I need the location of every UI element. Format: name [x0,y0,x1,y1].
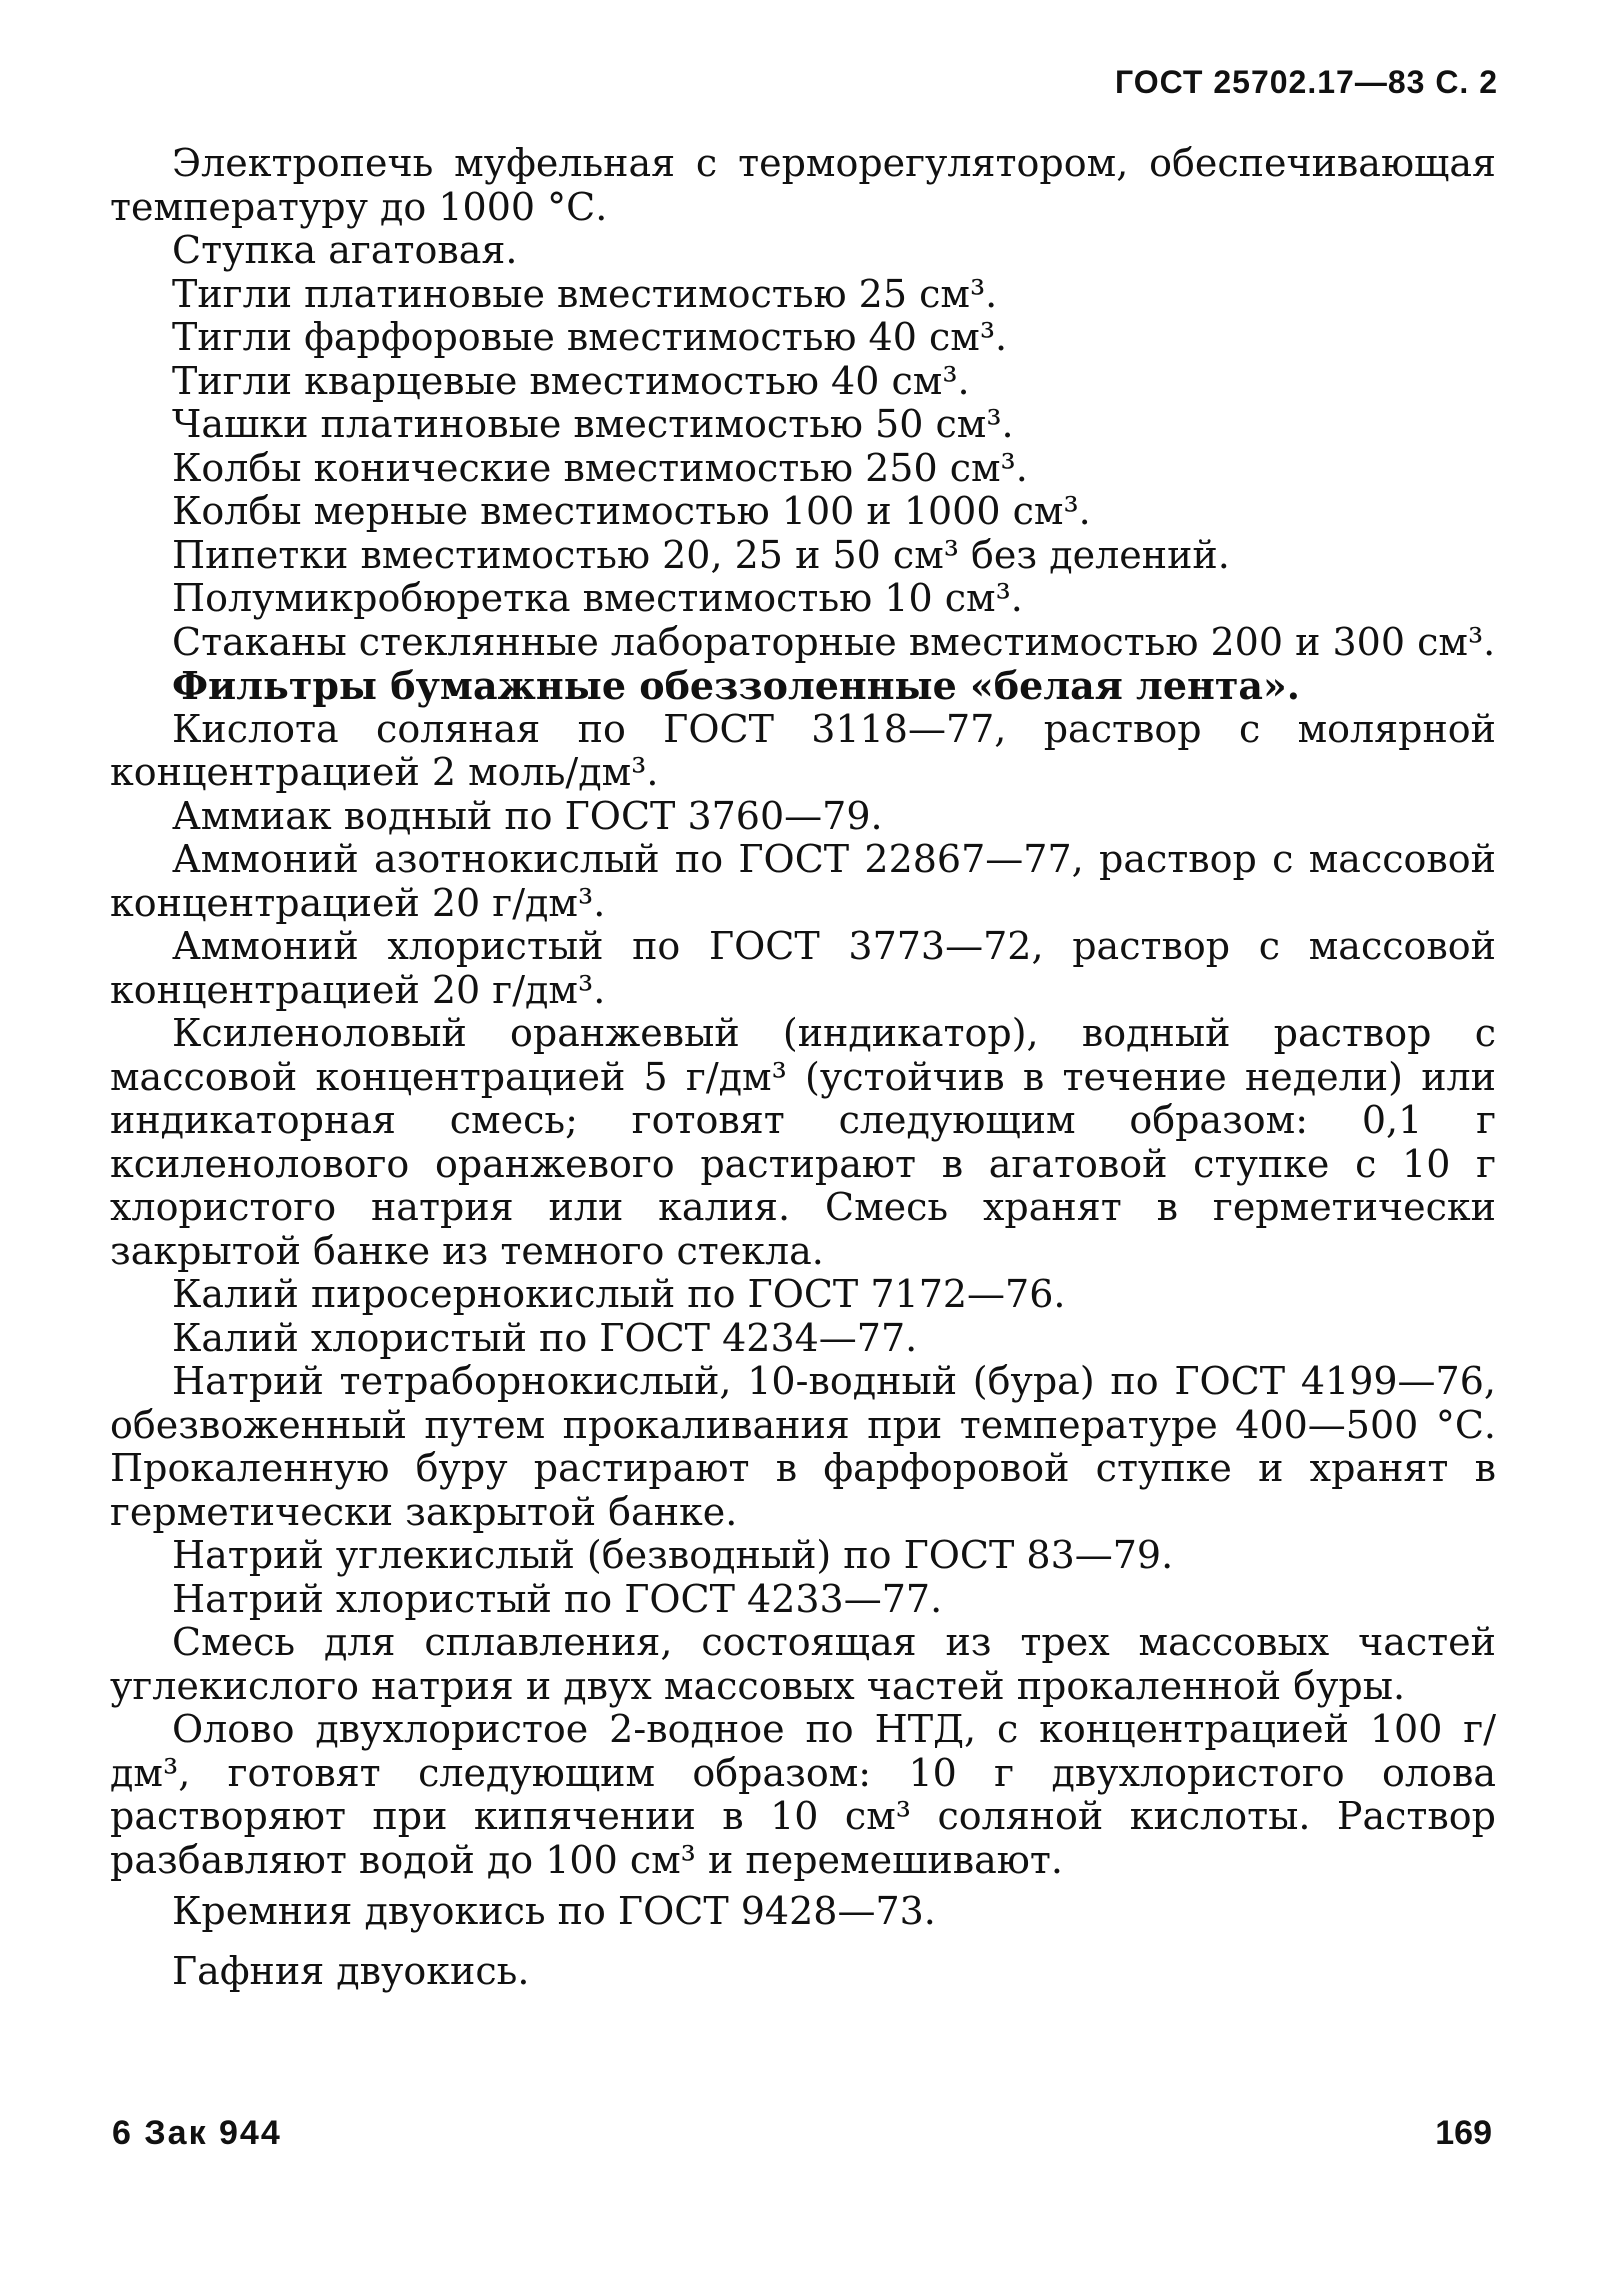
paragraph: Олово двухлористое 2-водное по НТД, с концентрацией 100 г/дм³, готовят следующим образом: 10 г двухлористого олова растворяют при кипячении в 10 см³ соляной кислоты. Раствор разбавляют водой до 100 см³ и перемешивают. [110,1707,1496,1882]
page-number: 169 [1435,2114,1492,2152]
paragraph: Чашки платиновые вместимостью 50 см³. [172,402,1014,446]
paragraph: Стаканы стеклянные лабораторные вместимостью 200 и 300 см³. [172,619,1496,664]
paragraph: Электропечь муфельная с терморегулятором, обеспечивающая температуру до 1000 °С. [110,141,1496,229]
paragraph: Колбы конические вместимостью 250 см³. [172,445,1028,490]
paragraph: Фильтры бумажные обеззоленные «белая лента». [172,663,1300,708]
paragraph: Аммоний хлористый по ГОСТ 3773—72, раствор с массовой концентрацией 20 г/дм³. [110,924,1496,1012]
paragraph: Пипетки вместимостью 20, 25 и 50 см³ без делений. [172,532,1230,577]
order-number: 6 Зак 944 [112,2114,282,2152]
paragraph: Тигли платиновые вместимостью 25 см³. [172,271,998,316]
paragraph: Колбы мерные вместимостью 100 и 1000 см³. [172,489,1091,533]
paragraph: Натрий углекислый (безводный) по ГОСТ 83—79. [172,1533,1174,1577]
paragraph: Тигли фарфоровые вместимостью 40 см³. [172,315,1008,359]
paragraph: Калий хлористый по ГОСТ 4234—77. [172,1315,918,1360]
paragraph: Ступка агатовая. [172,228,518,272]
document-body [110,142,1496,1993]
paragraph: Кремния двуокись по ГОСТ 9428—73. [172,1889,936,1933]
paragraph: Аммиак водный по ГОСТ 3760—79. [172,793,883,838]
paragraph: Смесь для сплавления, состоящая из трех массовых частей углекислого натрия и двух массовых частей прокаленной буры. [110,1620,1496,1708]
page-header: ГОСТ 25702.17—83 С. 2 [1115,64,1498,100]
paragraph: Тигли кварцевые вместимостью 40 см³. [172,358,970,403]
paragraph: Гафния двуокись. [172,1948,530,1993]
paragraph: Натрий тетраборнокислый, 10-водный (бура) по ГОСТ 4199—76, обезвоженный путем прокаливания при температуре 400—500 °С. Прокаленную буру растирают в фарфоровой ступке и хранят в герметически закрытой банке. [110,1359,1496,1534]
paragraph: Полумикробюретка вместимостью 10 см³. [172,576,1023,620]
paragraph: Аммоний азотнокислый по ГОСТ 22867—77, раствор с массовой концентрацией 20 г/дм³. [110,837,1496,925]
paragraph: Ксиленоловый оранжевый (индикатор), водный раствор с массовой концентрацией 5 г/дм³ (устойчив в течение недели) или индикаторная смесь; готовят следующим образом: 0,1 г ксиленолового оранжевого растирают в агатовой ступке с 10 г хлористого натрия или калия. Смесь хранят в герметически закрытой банке из темного стекла. [110,1011,1496,1273]
paragraph: Калий пиросернокислый по ГОСТ 7172—76. [172,1272,1066,1316]
paragraph: Натрий хлористый по ГОСТ 4233—77. [172,1576,943,1621]
paragraph: Кислота соляная по ГОСТ 3118—77, раствор с молярной концентрацией 2 моль/дм³. [110,706,1496,794]
